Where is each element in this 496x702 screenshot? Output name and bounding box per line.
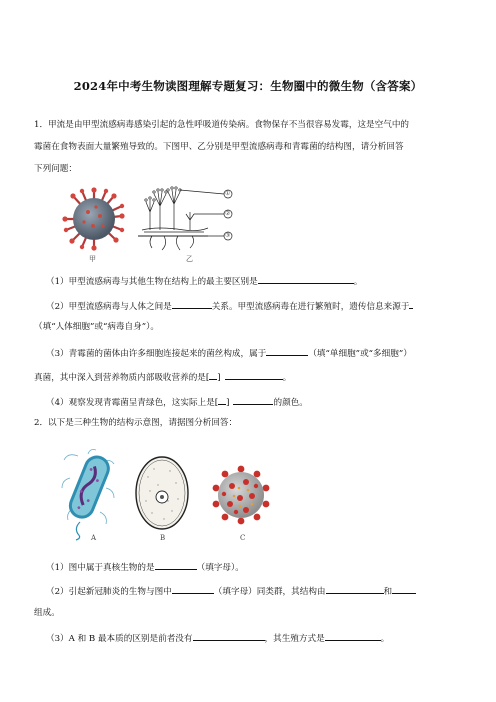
answer-blank[interactable] (172, 584, 214, 594)
answer-blank[interactable] (258, 274, 354, 284)
answer-blank[interactable] (266, 346, 308, 356)
coronavirus-illustration (212, 466, 270, 524)
answer-blank[interactable] (218, 395, 226, 405)
q2-sub1: （1）图中属于真核生物的是 （填字母）。 (46, 560, 244, 574)
figure-label-yi: 乙 (186, 255, 193, 263)
callout-2: ② (225, 210, 231, 217)
answer-blank[interactable] (155, 560, 197, 570)
answer-blank[interactable] (326, 584, 384, 594)
q2-sub2: （2）引起新冠肺炎的生物与图中 （填字母）同类群，其结构由 和 (46, 584, 416, 598)
influenza-virus-illustration (60, 186, 128, 252)
q2-sub3: （3）A 和 B 最本质的区别是前者没有 ，其生殖方式是 。 (46, 631, 389, 645)
figure-label-jia: 甲 (89, 255, 96, 263)
figure-label-b: B (160, 534, 166, 542)
answer-blank[interactable] (225, 370, 283, 380)
figure-label-c: C (240, 534, 246, 542)
q1-sub2-cont: （填“人体细胞”或“病毒自身”）。 (34, 322, 159, 332)
answer-blank[interactable] (392, 584, 416, 594)
callout-3: ③ (225, 232, 231, 239)
answer-blank[interactable] (193, 631, 265, 641)
document-title: 2024年中考生物读图理解专题复习：生物圈中的微生物（含答案） (73, 79, 423, 93)
q1-stem-line-2: 霉菌在食物表面大量繁殖导致的。下图甲、乙分别是甲型流感病毒和青霉菌的结构图，请分析回答 (34, 142, 404, 152)
figure-label-a: A (91, 534, 97, 542)
answer-blank[interactable] (233, 395, 273, 405)
bacterium-illustration (60, 448, 118, 538)
q1-stem-line-3: 下列问题： (34, 164, 77, 174)
callout-1: ① (225, 190, 231, 197)
q2-stem: 2．以下是三种生物的结构示意图，请据图分析回答： (34, 418, 238, 428)
answer-blank[interactable] (325, 631, 381, 641)
eukaryotic-cell-illustration (134, 455, 190, 531)
q1-sub4: （4）观察发现青霉菌呈青绿色，这实际上是[ ] 的颜色。 (46, 395, 308, 409)
answer-blank[interactable] (172, 299, 212, 309)
q1-stem-line-1: 1．甲流是由甲型流感病毒感染引起的急性呼吸道传染病。食物保存不当很容易发霉，这是空气中的 (34, 120, 410, 130)
q1-sub1: （1）甲型流感病毒与其他生物在结构上的最主要区别是 。 (46, 274, 362, 288)
q2-sub2-cont: 组成。 (34, 608, 60, 618)
q1-sub3: （3）青霉菌的菌体由许多细胞连接起来的菌丝构成，属于 （填“单细胞”或“多细胞”） (46, 346, 412, 360)
answer-blank[interactable] (409, 299, 413, 309)
q1-sub3-cont: 真菌，其中深入到营养物质内部吸收营养的是[ ] 。 (34, 370, 291, 384)
q1-sub2: （2）甲型流感病毒与人体之间是 关系。甲型流感病毒在进行繁殖时，遗传信息来源于 (46, 299, 413, 313)
